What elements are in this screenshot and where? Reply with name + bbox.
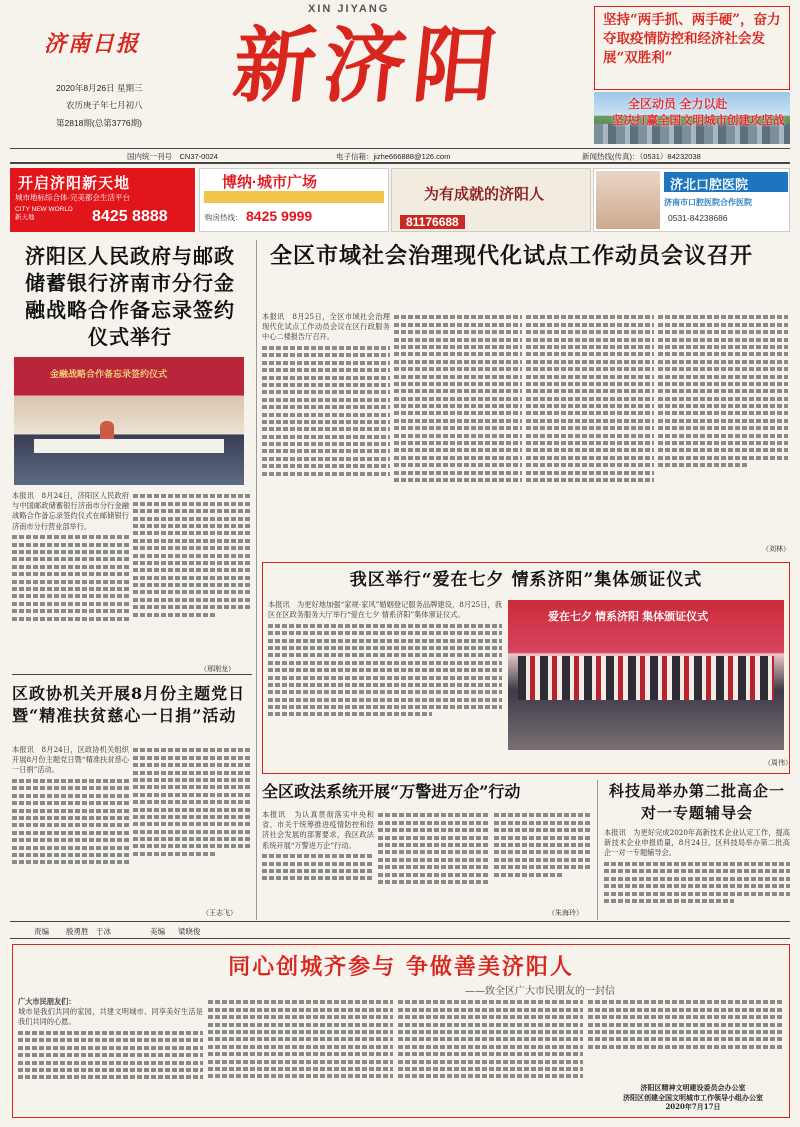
photo1-table	[34, 439, 224, 453]
email: 电子信箱：jizhe666888@126.com	[336, 152, 451, 161]
ad1-logo: CITY NEW WORLD 新天地	[15, 206, 73, 221]
ad-dental[interactable]	[593, 168, 790, 232]
paper-name: 济南日报	[44, 31, 141, 57]
ad2-title: 博纳·城市广场	[222, 174, 317, 191]
article1-col1	[12, 491, 129, 671]
letter-title: 同心创城齐参与 争做善美济阳人	[228, 954, 574, 980]
photo2-banner: 爱在七夕 情系济阳 集体颁证仪式	[548, 611, 709, 623]
letter-signer2: 济阳区创建全国文明城市工作领导小组办公室	[623, 1092, 763, 1102]
article2-col1	[262, 312, 390, 554]
article2-lead: 本报讯 8月25日，全区市域社会治理现代化试点工作动员会议在区行政服务中心二楼报告厅召开。	[262, 312, 390, 342]
letter-signature	[598, 1083, 788, 1112]
article5-headline: 全区政法系统开展“万警进万企”行动	[262, 782, 521, 801]
ad3-phone: 81176688	[400, 215, 465, 229]
banner-line1: 全区动员 全力以赴	[628, 97, 728, 111]
slogan-box	[594, 6, 790, 90]
article1-author: （邢刚龙）	[200, 665, 235, 673]
ad1-phone: 8425 8888	[92, 208, 168, 225]
article6-text	[604, 828, 790, 916]
article6-headline: 科技局举办第二批高企一对一专题辅导会	[608, 782, 785, 822]
article3-photo	[508, 600, 784, 750]
ad3-title: 为有成就的济阳人	[424, 185, 545, 203]
letter-lead: 城市是我们共同的家园，共建文明城市、同享美好生活是我们共同的心愿。	[18, 1007, 203, 1027]
lunar-date: 农历庚子年七月初八	[66, 100, 143, 110]
ad-bona-plaza[interactable]	[199, 168, 389, 232]
article2-col3	[526, 312, 654, 554]
article3-lead: 本报讯 为更好地加强“家规·家风”婚姻登记服务品牌建设，8月25日，我区在区政务服务大厅举行“爱在七夕 情系济阳”集体颁证仪式。	[268, 600, 502, 620]
article2-headline: 全区市域社会治理现代化试点工作动员会议召开	[270, 243, 754, 269]
ad4-portrait	[596, 171, 660, 229]
article2-col4	[658, 312, 788, 554]
article3-text	[268, 600, 502, 766]
ad4-title: 济北口腔医院	[670, 177, 749, 192]
article4-col2	[133, 745, 251, 905]
letter-col2	[208, 997, 393, 1115]
letter-col3	[398, 997, 583, 1115]
article1-col2	[133, 491, 251, 671]
letter-subtitle: ——致全区广大市民朋友的一封信	[465, 986, 615, 997]
article3-author: （周伟）	[764, 759, 792, 767]
article5-col1	[262, 810, 374, 910]
article4-author: （王志飞）	[202, 909, 237, 917]
cn-number: 国内统一刊号 CN37-0024	[127, 152, 218, 161]
article5-author: （朱海玲）	[548, 909, 583, 917]
issue-number: 第2818期(总第3776期)	[56, 118, 142, 128]
letter-col4	[588, 997, 784, 1073]
article1-lead: 本报讯 8月24日，济阳区人民政府与中国邮政储蓄银行济南市分行金融战略合作备忘录签约仪式在邮储银行济南市分行营业部举行。	[12, 491, 129, 531]
letter-salutation: 广大市民朋友们：	[18, 997, 76, 1006]
photo1-flowers	[100, 421, 114, 439]
letter-col1	[18, 997, 203, 1115]
article2-col2	[394, 312, 522, 554]
article4-lead: 本报讯 8月24日，区政协机关组织开展8月份主题党日暨“精准扶贫慈心一日捐”活动。	[12, 745, 129, 775]
issue-date: 2020年8月26日 星期三	[56, 83, 143, 93]
ad-new-world[interactable]	[10, 168, 197, 232]
ad2-sub: 购房热线：	[205, 213, 243, 222]
letter-date: 2020年7月17日	[665, 1102, 721, 1111]
letter-signer1: 济阳区精神文明建设委员会办公室	[640, 1083, 746, 1092]
banner-line2: 坚决打赢全国文明城市创建攻坚战	[612, 115, 785, 127]
designer-label: 美编	[150, 927, 165, 936]
hotline: 新闻热线(传真)：（0531）84232038	[582, 152, 701, 161]
article5-lead: 本报讯 为认真贯彻落实中央和省、市关于统筹推进疫情防控和经济社会发展的部署要求，我区政法系统开展“万警进万企”行动。	[262, 810, 374, 850]
article4-headline: 区政协机关开展8月份主题党日暨“精准扶贫慈心一日捐”活动	[12, 684, 246, 725]
ad1-subtitle: 城市地标综合体·完美都会生活平台	[15, 193, 130, 202]
article3-headline: 我区举行“爱在七夕 情系济阳”集体颁证仪式	[349, 570, 703, 590]
article5-col2	[378, 810, 490, 910]
ad-chengjiu[interactable]	[391, 168, 591, 232]
article4-col1	[12, 745, 129, 905]
top-banner	[594, 92, 790, 144]
photo1-banner: 金融战略合作备忘录签约仪式	[50, 369, 168, 379]
masthead-title: 新济阳	[228, 18, 510, 114]
article1-photo	[14, 357, 244, 485]
article6-lead: 本报讯 为更好完成2020年高新技术企业认定工作，提高新技术企业申报质量，8月24日，区科技局举办第二批高企一对一专题辅导会。	[604, 828, 790, 858]
slogan-text: 坚持“两手抓、两手硬”，奋力夺取疫情防控和经济社会发展“双胜利”	[603, 12, 781, 66]
editor-label: 责编	[34, 927, 49, 936]
designer-name: 梁晓俊	[178, 927, 201, 936]
article1-headline: 济阳区人民政府与邮政储蓄银行济南市分行金融战略合作备忘录签约仪式举行	[25, 244, 235, 349]
ad1-title: 开启济阳新天地	[18, 175, 131, 192]
ad4-sub: 济南市口腔医院合作医院	[664, 198, 752, 207]
ad4-phone: 0531-84238686	[668, 213, 728, 223]
ad2-phone: 8425 9999	[246, 208, 313, 224]
ad2-band	[204, 191, 384, 203]
article2-author: （刘林）	[762, 545, 790, 553]
editor-names: 殷勇胜 于冰	[66, 927, 111, 936]
masthead-pinyin: XIN JIYANG	[308, 3, 390, 15]
photo2-people	[518, 656, 774, 700]
article5-col3	[494, 810, 592, 910]
